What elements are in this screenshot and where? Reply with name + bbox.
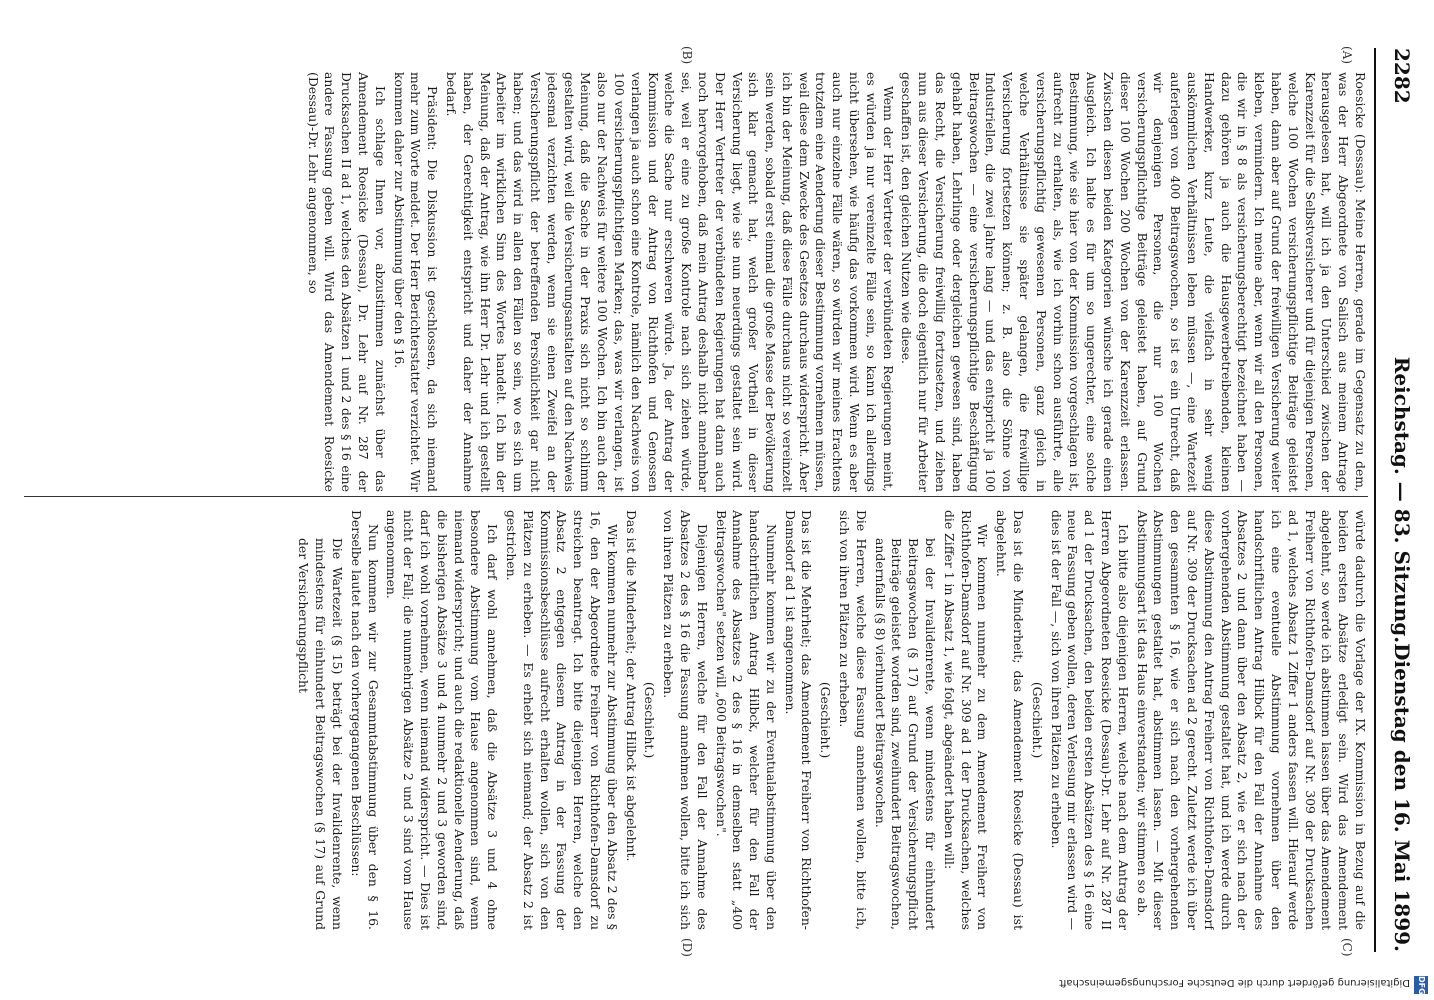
left-column <box>24 72 1368 492</box>
paragraph: würde dadurch die Vorlage der IX. Kommission in Bezug auf die beiden ersten Absätze erledigt sein. Wird das Amendement abgelehnt, so werde ich abstimmen lassen über das Amendement Freiherr von Richthofen-Damsdorf auf Nr. 309 der Drucksachen ad 1, welches Absatz 1 Ziffer 1 anders fassen will. Hierauf werde ich eine eventuelle Abstimmung vornehmen über den handschriftlichen Antrag Hilbck für den Fall der Annahme des Absatzes 2 und dann über den Absatz 2, wie er sich nach der vorhergehenden Abstimmung gestaltet hat, und ich werde durch diese Abstimmung den Antrag Freiherr von Richthofen-Damsdorf auf Nr. 309 der Drucksachen ad 2 gerecht. Zuletzt werde ich über den gesammten § 16, wie er sich nach den vorhergehenden Abstimmungen gestaltet hat, abstimmen lassen. — Mit dieser Abstimmungsart ist das Haus einverstanden; wir stimmen so ab. <box>1134 510 1368 930</box>
paragraph: Ich darf wohl annehmen, daß die Absätze 3 und 4 ohne besondere Abstimmung vom Hause angenommen sind, wenn niemand widerspricht; und auch die redaktionelle Aenderung, daß die bisherigen Absätze 3 und 4 nunmehr 2 und 3 geworden sind, darf ich wohl vornehmen, wenn niemand widerspricht. — Dies ist nicht der Fall; die nunmehrigen Absätze 2 und 3 sind vom Hause angenommen. <box>384 510 501 930</box>
column-divider <box>24 496 1368 497</box>
paragraph: bei der Invalidenrente, wenn mindestens für einhundert Beitragswochen (§ 17) auf Grund der Versicherungspflicht Beiträge geleistet worden sind, zweihundert Beitragswochen, andernfalls (§ 8) vierhundert Beitragswochen. <box>872 538 939 930</box>
header-rule <box>1374 48 1376 952</box>
dfg-logo: DFG <box>1414 976 1428 994</box>
paragraph: Ich schlage Ihnen vor, abzustimmen zunächst über das Amendement Roesicke (Dessau), Dr. Lehr auf Nr. 287 der Drucksachen II ad 1, welches den Absätzen 1 und 2 des § 16 eine andere Fassung geben will. Wird das Amendement Roesicke (Dessau)-Dr. Lehr angenommen, so <box>305 72 388 492</box>
paragraph: Das ist die Minderheit; das Amendement Roesicke (Dessau) ist abgelehnt. <box>994 510 1027 930</box>
paragraph: Die Herren, welche diese Fassung annehmen wollen, bitte ich, sich von ihren Plätzen zu erheben. <box>837 510 869 930</box>
paragraph: Wir kommen nunmehr zu dem Amendement Freiherr von Richthofen-Damsdorf auf Nr. 309 ad 1 der Drucksachen, welches die Ziffer 1 in Absatz 1, wie folgt, abgeändert haben will: <box>941 510 991 930</box>
paragraph: Die Wartezeit (§ 15) beträgt bei der Invalidenrente, wenn mindestens für einhundert Beitragswochen (§ 17) auf Grund der Versicherungspflicht <box>296 538 345 930</box>
paragraph: Ich bitte also diejenigen Herren, welche nach dem Antrag der Herren Abgeordneten Roesicke (Dessau)-Dr. Lehr auf Nr. 287 II ad 1 der Drucksachen, den beiden ersten Absätzen des § 16 eine neue Fassung geben wollen, deren Verlesung mir erlassen wird — dies ist der Fall —, sich von ihren Plätzen zu erheben. <box>1048 510 1131 930</box>
paragraph: Roesicke (Dessau): Meine Herren, gerade im Gegensatz zu dem, was der Herr Abgeordnete von Salisch aus meinem Antrage herausgelesen hat, will ich ja den Unterschied zwischen der Karenzzeit für die Selbstversicherer und für diejenigen Personen, welche 100 Wochen versicherungspflichtige Beiträge geleistet haben, dann aber auf Grund der freiwilligen Versicherung weiter kleben, vermindern. Ich meine aber, wenn wir all den Personen, die wir in § 8 als versicherungsberechtigt bezeichnet haben — dazu gehören ja auch die Hausgewerbetreibenden, kleinen Handwerker, kurz Leute, die vielfach in sehr wenig auskömmlichen Verhältnissen leben müssen —, eine Wartezeit auferlegen von 400 Beitragswochen, so ist es ein Unrecht, daß wir denjenigen Personen, die nur 100 Wochen versicherungspflichtige Beiträge geleistet haben, auf Grund dieser 100 Wochen 200 Wochen von der Karenzzeit erlassen. Zwischen diesen beiden Kategorien wünsche ich gerade einen Ausgleich. Ich halte es für um so ungerechter, eine solche Bestimmung, wie sie hier von der Kommission vorgeschlagen ist, aufrecht zu erhalten, als, wie ich vorhin schon ausführte, alle versicherungspflichtig gewesenen Personen, ganz gleich in welche Verhältnisse sie später gelangen, die freiwillige Versicherung fortsetzen können; z. B. also die Söhne von Industriellen, die zwei Jahre lang — und das entspricht ja 100 Beitragswochen — eine versicherungspflichtige Beschäftigung gehabt haben, Lehrlinge oder dergleichen gewesen sind, haben das Recht, die Versicherung freiwillig fortzusetzen, und ziehen nun aus dieser Versicherung, die doch eigentlich nur für Arbeiter geschaffen ist, den gleichen Nutzen wie diese. <box>899 72 1368 492</box>
paragraph: Diejenigen Herren, welche für den Fall der Annahme des Absatzes 2 des § 16 die Fassung annehmen wollen, bitte ich sich von ihren Plätzen zu erheben. <box>661 510 710 930</box>
paragraph: (Geschieht.) <box>1029 681 1045 759</box>
margin-marker-a: (A) <box>1340 46 1354 65</box>
paragraph: Wenn der Herr Vertreter der verbündeten Regierungen meint, es würden ja nur vereinzelte Fälle sein, so kann ich allerdings nicht übersehen, wie häufig das vorkommen wird. Wenn es aber auch nur einzelne Fälle wären, so würden wir meines Erachtens trotzdem eine Aenderung dieser Bestimmung vornehmen müssen, weil diese dem Zwecke des Gesetzes durchaus widerspricht. Aber ich bin der Meinung, daß diese Fälle durchaus nicht so vereinzelt sein werden, sobald erst einmal die große Masse der Bevölkerung sich klar gemacht hat, welch großer Vortheil in dieser Versicherung liegt, wie sie nun neuerdings gestaltet sein wird. Der Herr Vertreter der verbündeten Regierungen hat dann auch noch hervorgehoben, daß mein Antrag deshalb nicht annehmbar sei, weil er eine zu große Kontrole nach sich ziehen würde, welche die Sache nur erschweren würde. Ja, der Antrag der Kommission und der Antrag von Richthofen und Genossen verlangen ja auch schon eine Kontrole, nämlich den Nachweis von 100 versicherungspflichtigen Marken; das, was wir verlangen, ist also nur der Nachweis für weitere 100 Wochen. Ich bin auch der Meinung, daß die Sache in der Praxis sich nicht so schlimm gestalten wird, weil die Versicherungsanstalten auf den Nachweis jedesmal verzichten werden, wenn sie einen Zweifel an der Versicherungspflicht der betreffenden Persönlichkeit gar nicht haben; und das wird in allen den Fällen so sein, wo es sich um Arbeiter im wirklichen Sinn des Wortes handelt. Ich bin der Meinung, daß der Antrag, wie ihn Herr Dr. Lehr und ich gestellt haben, der Gerechtigkeit entspricht und daher der Annahme bedarf. <box>443 72 896 492</box>
paragraph: Wir kommen nunmehr zur Abstimmung über den Absatz 2 des § 16, den der Abgeordnete Freiherr von Richthofen-Damsdorf zu streichen beantragt. Ich bitte diejenigen Herren, welche den Absatz 2 entgegen diesem Antrag in der Fassung der Kommissionsbeschlüsse aufrecht erhalten wollen, sich von den Plätzen zu erheben. — Es erhebt sich niemand; der Absatz 2 ist gestrichen. <box>503 510 620 930</box>
paragraph: Präsident: Die Diskussion ist geschlossen, da sich niemand mehr zum Worte meldet. Der Herr Berichterstatter verzichtet. Wir kommen daher zur Abstimmung über den § 16. <box>391 72 441 492</box>
paragraph: Das ist die Minderheit; der Antrag Hilbck ist abgelehnt. <box>623 510 639 862</box>
digitization-note <box>510 972 1410 994</box>
paragraph: Nunmehr kommen wir zu der Eventualabstimmung über den handschriftlichen Antrag Hilbck, welcher für den Fall der Annahme des Absatzes 2 des § 16 in demselben statt „400 Beitragswochen" setzen will „600 Beitragswochen". <box>713 510 779 930</box>
paragraph: Nun kommen wir zur Gesammtabstimmung über den § 16. Derselbe lautet nach den vorhergegangenen Beschlüssen: <box>348 510 381 930</box>
session-title: Reichstag. — 83. Sitzung. <box>1390 356 1414 644</box>
paragraph: (Geschieht.) <box>642 681 658 759</box>
session-date: Dienstag den 16. Mai 1899. <box>1390 643 1414 952</box>
page-number: 2282 <box>1390 48 1414 104</box>
page-header <box>1378 48 1418 952</box>
paragraph: Das ist die Mehrheit; das Amendement Freiherr von Richthofen-Damsdorf ad 1 ist angenommen. <box>782 510 815 930</box>
right-column <box>24 510 1368 930</box>
digitization-note-text: Digitalisierung gefördert durch die Deutsche Forschungsgemeinschaft <box>1059 977 1410 988</box>
paragraph: (Geschieht.) <box>818 681 834 759</box>
margin-marker-c: (C) <box>1340 938 1354 957</box>
margin-marker-b: (B) <box>680 46 694 65</box>
margin-marker-d: (D) <box>680 938 694 957</box>
